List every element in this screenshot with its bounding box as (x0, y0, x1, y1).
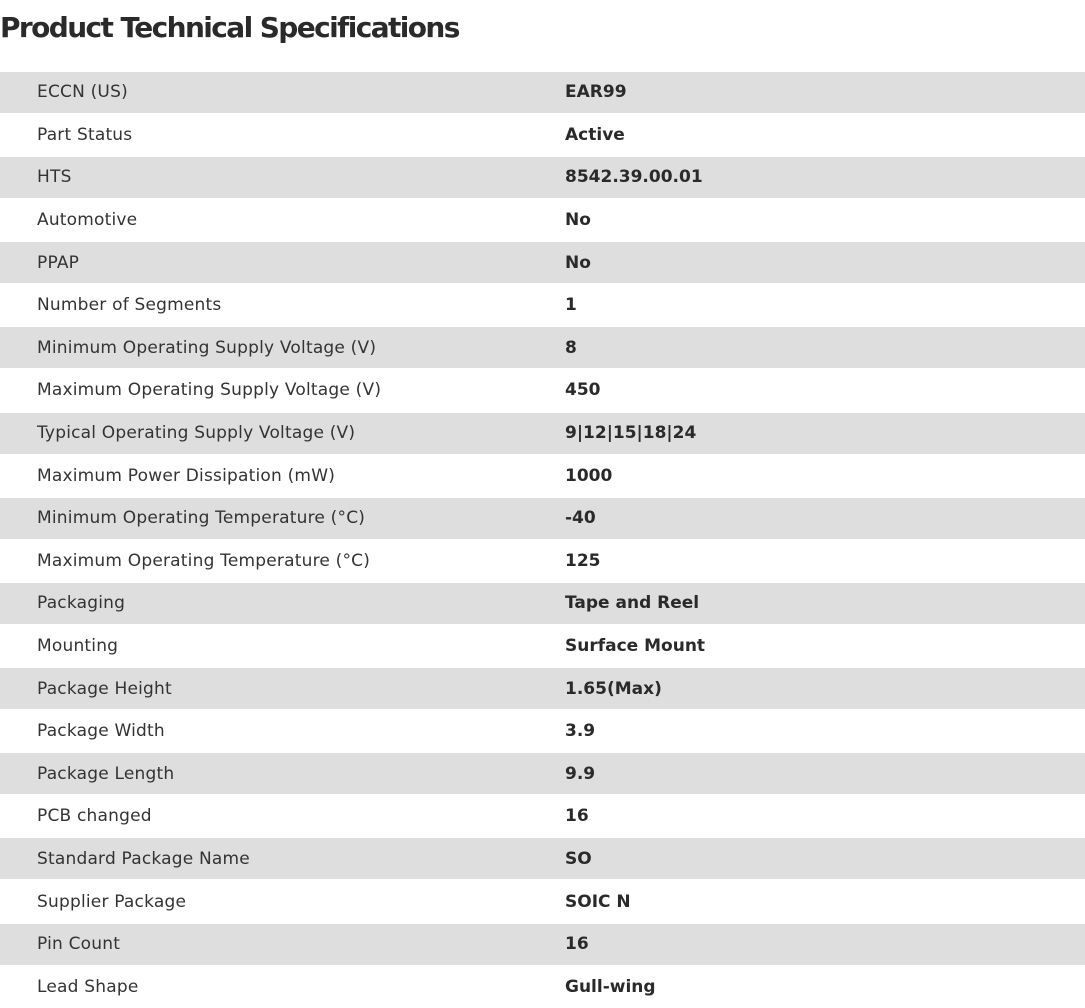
spec-value: EAR99 (565, 82, 627, 103)
spec-value: 16 (565, 806, 589, 827)
spec-label: Pin Count (37, 934, 121, 955)
spec-label: HTS (37, 167, 72, 188)
spec-table (0, 71, 1085, 1008)
spec-row (0, 880, 1085, 923)
spec-label: Maximum Operating Temperature (°C) (37, 550, 371, 571)
spec-row (0, 157, 1085, 198)
spec-row (0, 327, 1085, 368)
spec-row (0, 369, 1085, 412)
spec-label: Maximum Power Dissipation (mW) (37, 465, 336, 486)
spec-label: PCB changed (37, 806, 152, 827)
spec-value: 9|12|15|18|24 (565, 423, 697, 444)
spec-label: Lead Shape (37, 976, 139, 997)
spec-row (0, 668, 1085, 709)
spec-row (0, 965, 1085, 1008)
spec-row (0, 284, 1085, 327)
spec-value: 8542.39.00.01 (565, 167, 703, 188)
spec-value: 1000 (565, 465, 613, 486)
spec-value: 1 (565, 295, 577, 316)
spec-value: Gull-wing (565, 976, 656, 997)
spec-value: No (565, 252, 591, 273)
spec-label: Maximum Operating Supply Voltage (V) (37, 380, 382, 401)
page-title: Product Technical Specifications (0, 11, 459, 44)
spec-row (0, 114, 1085, 157)
spec-label: Packaging (37, 593, 126, 614)
spec-label: PPAP (37, 252, 80, 273)
spec-value: Tape and Reel (565, 593, 700, 614)
spec-row (0, 454, 1085, 497)
spec-value: Active (565, 124, 625, 145)
spec-value: -40 (565, 508, 596, 529)
spec-row (0, 242, 1085, 283)
spec-row (0, 72, 1085, 113)
spec-row (0, 710, 1085, 753)
spec-label: ECCN (US) (37, 82, 128, 103)
spec-value: 125 (565, 550, 601, 571)
spec-label: Package Width (37, 721, 165, 742)
spec-value: 16 (565, 934, 589, 955)
spec-row (0, 199, 1085, 242)
spec-label: Minimum Operating Supply Voltage (V) (37, 337, 377, 358)
spec-value: SOIC N (565, 891, 631, 912)
spec-row (0, 753, 1085, 794)
spec-label: Number of Segments (37, 295, 222, 316)
spec-row (0, 498, 1085, 539)
spec-value: SO (565, 848, 592, 869)
spec-label: Minimum Operating Temperature (°C) (37, 508, 366, 529)
spec-row (0, 540, 1085, 583)
spec-row (0, 838, 1085, 879)
spec-row (0, 413, 1085, 454)
spec-label: Mounting (37, 636, 119, 657)
spec-label: Automotive (37, 210, 138, 231)
spec-value: 3.9 (565, 721, 596, 742)
spec-row (0, 795, 1085, 838)
spec-label: Package Height (37, 678, 172, 699)
spec-value: 8 (565, 337, 577, 358)
spec-label: Supplier Package (37, 891, 187, 912)
spec-value: 9.9 (565, 763, 596, 784)
spec-label: Standard Package Name (37, 848, 250, 869)
spec-row (0, 583, 1085, 624)
spec-label: Typical Operating Supply Voltage (V) (37, 423, 356, 444)
spec-label: Part Status (37, 124, 133, 145)
spec-value: No (565, 210, 591, 231)
spec-value: Surface Mount (565, 636, 706, 657)
spec-row (0, 625, 1085, 668)
spec-label: Package Length (37, 763, 175, 784)
spec-value: 450 (565, 380, 601, 401)
spec-row (0, 924, 1085, 965)
spec-value: 1.65(Max) (565, 678, 662, 699)
